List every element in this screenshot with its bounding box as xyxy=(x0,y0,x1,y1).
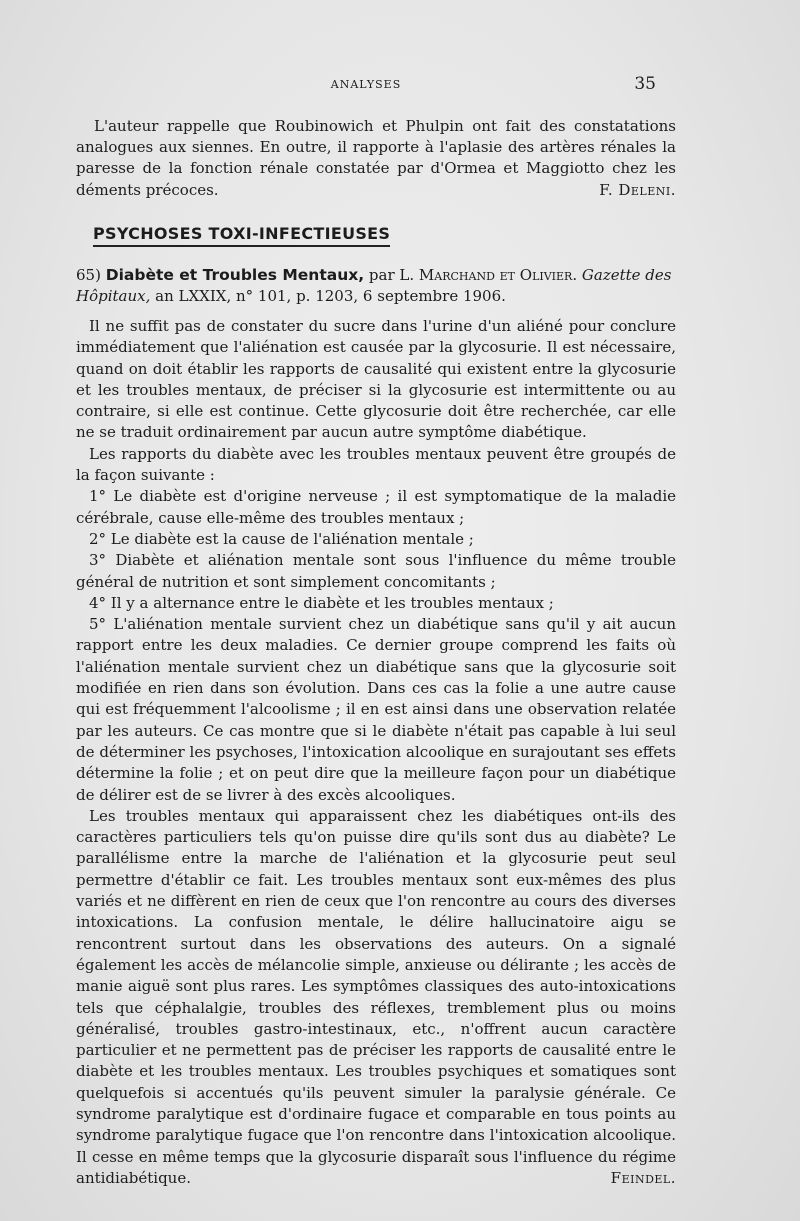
page-header xyxy=(76,74,656,98)
list-item: 2° Le diabète est la cause de l'aliénation mentale ; xyxy=(89,529,474,548)
article-title: Diabète et Troubles Mentaux, xyxy=(105,266,365,284)
article-authors: L. Marchand et Olivier. xyxy=(399,266,578,284)
article-paragraph: Les rapports du diabète avec les troubles mentaux peuvent être groupés de la façon suivante : xyxy=(76,444,676,485)
journal-name: Gazette des Hôpitaux, xyxy=(76,266,672,305)
publication-details: an LXXIX, n° 101, p. 1203, 6 septembre 1906. xyxy=(155,287,506,305)
page-number: 35 xyxy=(634,74,656,94)
list-item: 5° L'aliénation mentale survient chez un diabétique sans qu'il y ait aucun rapport entre les deux maladies. Ce dernier groupe comprend les faits où l'aliénation mentale survient chez un diabétique sans que la glycosurie soit modifiée en rien dans son évolution. Dans ces cas la folie a une autre cause qui est fréquemment l'alcoolisme ; il en est ainsi dans une observation relatée par les auteurs. Ce cas montre que si le diabète n'était pas capable à lui seul de déterminer les psychoses, l'intoxication alcoolique en surajoutant ses effets détermine la folie ; et on peut dire que la meilleure façon pour un diabétique de délirer est de se livrer à des excès alcooliques. xyxy=(76,615,676,804)
reference-by: par xyxy=(368,266,395,284)
list-item: 1° Le diabète est d'origine nerveuse ; il est symptomatique de la maladie cérébrale, cause elle-même des troubles mentaux ; xyxy=(76,487,676,527)
section-title: PSYCHOSES TOXI-INFECTIEUSES xyxy=(93,224,390,247)
list-item: 4° Il y a alternance entre le diabète et les troubles mentaux ; xyxy=(89,593,554,612)
list-item: 3° Diabète et aliénation mentale sont sous l'influence du même trouble général de nutrition et sont simplement concomitants ; xyxy=(76,551,676,591)
article-paragraph: Il ne suffit pas de constater du sucre dans l'urine d'un aliéné pour conclure immédiatement que l'aliénation est causée par la glycosurie. Il est nécessaire, quand on doit établir les rapports de causalité qui existent entre la glycosurie et les troubles mentaux, de préciser si la glycosurie est intermittente ou au contraire, si elle est continue. Cette glycosurie doit être recherchée, car elle ne se traduit ordinairement par aucun autre symptôme diabétique. xyxy=(76,317,676,442)
running-head: ANALYSES xyxy=(330,78,402,91)
article-paragraph xyxy=(76,806,676,1189)
article-last-paragraph-text: Les troubles mentaux qui apparaissent chez les diabétiques ont-ils des caractères particuliers tels qu'on puisse dire qu'ils sont dus au diabète? Le parallélisme entre la marche de l'aliénation et la glycosurie peut seul permettre d'établir ce fait. Les troubles mentaux sont eux-mêmes des plus variés et ne diffèrent en rien de ceux que l'on rencontre au cours des diverses intoxications. La confusion mentale, le délire hallucinatoire aigu se rencontrent surtout dans les observations des auteurs. On a signalé également les accès de mélancolie simple, anxieuse ou délirante ; les accès de manie aiguë sont plus rares. Les symptômes classiques des auto-intoxications tels que céphalalgie, troubles des réflexes, tremblement plus ou moins généralisé, troubles gastro-intestinaux, etc., n'offrent aucun caractère particulier et ne permettent pas de préciser les rapports de causalité entre le diabète et les troubles mentaux. Les troubles psychiques et somatiques sont quelquefois si accentués qu'ils peuvent simuler la paralysie générale. Ce syndrome paralytique est d'ordinaire fugace et comparable en tous points au syndrome paralytique fugace que l'on rencontre dans l'intoxication alcoolique. Il cesse en même temps que la glycosurie disparaît sous l'influence du régime antidiabétique. xyxy=(76,806,676,1187)
reference-number: 65) xyxy=(76,266,101,284)
previous-article-ending xyxy=(76,116,676,201)
previous-article-signature: F. Deleni. xyxy=(599,180,676,199)
article-reference xyxy=(76,265,676,307)
article-signature: Feindel. xyxy=(610,1168,676,1187)
article-body xyxy=(76,316,676,1189)
previous-article-text: L'auteur rappelle que Roubinowich et Phulpin ont fait des constatations analogues aux siennes. En outre, il rapporte à l'aplasie des artères rénales la paresse de la fonction rénale constatée par d'Ormea et Maggiotto chez les déments précoces. xyxy=(76,117,676,199)
previous-article-paragraph xyxy=(76,116,676,201)
